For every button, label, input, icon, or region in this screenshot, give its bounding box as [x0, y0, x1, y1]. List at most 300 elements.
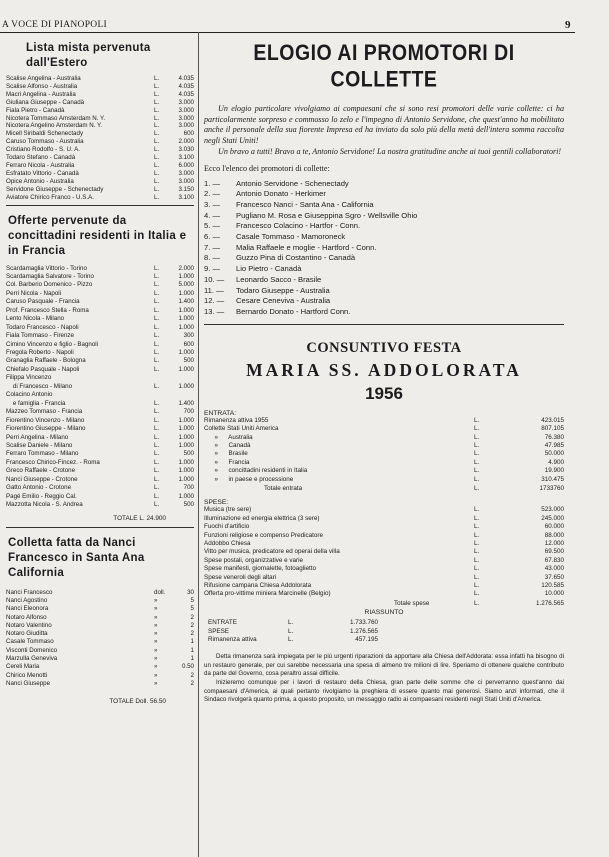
ledger-label: » in paese e processione: [204, 475, 294, 483]
ledger-row: [208, 619, 378, 627]
donor-currency: L.: [154, 114, 160, 122]
donor-currency: L.: [154, 315, 160, 323]
donor-currency: L.: [154, 281, 160, 289]
donor-name: Filippa Vincenzo: [6, 374, 52, 382]
consuntivo-title: CONSUNTIVO FESTA: [306, 339, 462, 356]
donor-row: [6, 162, 194, 170]
ledger-currency: L.: [474, 425, 480, 433]
donor-row: [6, 476, 194, 484]
ledger-currency: L.: [474, 573, 480, 581]
ledger-amount: 12.000: [544, 539, 564, 547]
donor-currency: »: [154, 613, 158, 621]
donor-amount: 1.000: [178, 382, 194, 390]
ledger-amount: 245.000: [541, 514, 564, 522]
donor-currency: L.: [154, 365, 160, 373]
donor-name: Fregola Roberto - Napoli: [6, 349, 74, 357]
donor-amount: [170, 374, 194, 382]
ledger-currency: L.: [474, 416, 480, 424]
promoter-item: [204, 189, 564, 200]
promoter-item: [204, 211, 564, 222]
donor-amount: 3.100: [178, 193, 194, 201]
donor-amount: 1.400: [178, 298, 194, 306]
promoter-item: [204, 253, 564, 264]
donor-row: [6, 315, 194, 323]
donor-row: [6, 366, 194, 374]
donor-name: di Francesco - Milano: [6, 382, 73, 390]
donor-currency: L.: [154, 90, 160, 98]
donor-amount: 4.035: [178, 82, 194, 90]
promoter-name: Casale Tommaso - Mamoroneck: [236, 232, 346, 242]
donor-name: Fiorentino Giuseppe - Milano: [6, 425, 86, 433]
donor-currency: L.: [154, 146, 160, 154]
ledger-row: [204, 540, 564, 548]
donor-row: [6, 408, 194, 416]
year-title: 1956: [365, 383, 403, 403]
donor-currency: »: [154, 621, 158, 629]
donor-name: Marzulla Geneviva: [6, 655, 58, 663]
donor-row: [6, 138, 194, 146]
donor-amount: 4.035: [178, 75, 194, 82]
donor-amount: 500: [183, 501, 194, 509]
donor-name: Scalise Alfonso - Australia: [6, 82, 78, 90]
donor-amount: 1: [190, 655, 194, 663]
donor-amount: 3.000: [178, 169, 194, 177]
ledger-label: » Francia: [204, 458, 250, 466]
ledger-amount: 457.195: [355, 636, 378, 644]
ledger-amount: 10.000: [544, 590, 564, 598]
donor-amount: 1.000: [178, 442, 194, 450]
donor-amount: 1.000: [178, 306, 194, 314]
donor-name: Notaro Alfonso: [6, 613, 47, 621]
donor-amount: 1.000: [178, 492, 194, 500]
ledger-row: [204, 515, 564, 523]
donor-amount: 600: [183, 130, 194, 138]
promoter-name: Malia Raffaele e moglie - Hartford - Conn.: [236, 242, 377, 252]
donor-row: [6, 605, 194, 613]
donor-currency: L.: [154, 357, 160, 365]
ledger-label: Fuochi d'artificio: [204, 523, 250, 531]
ledger-amount: 76.380: [544, 433, 564, 441]
promoter-name: Francesco Nanci - Santa Ana - California: [236, 199, 374, 209]
riassunto-label: RIASSUNTO: [364, 609, 404, 617]
donor-name: Notaro Valentino: [6, 621, 52, 629]
donor-currency: L.: [154, 138, 160, 146]
entrata-label: ENTRATA:: [204, 409, 237, 417]
promoter-name: Pugliano M. Rosa e Giuseppina Sgro - Wellsville Ohio: [236, 210, 418, 220]
ledger-row: [204, 459, 564, 467]
donor-currency: L.: [154, 382, 160, 390]
donor-currency: [154, 391, 170, 399]
ledger-amount: 1.276.565: [349, 627, 378, 635]
donor-name: Nanci Francesco: [6, 588, 53, 596]
promoter-number: 5. —: [204, 221, 221, 231]
donor-amount: 3.000: [178, 114, 194, 122]
ledger-label: Offerta pro-vittime miniera Marcinelle (Belgio): [204, 590, 331, 598]
nanci-total: TOTALE Doll. 56.50: [109, 698, 166, 706]
donor-currency: L.: [154, 75, 160, 82]
promoter-number: 13. —: [204, 307, 225, 316]
ledger-label: SPESE: [208, 627, 229, 635]
ledger-label: Rimanenza attiva: [208, 636, 257, 644]
promoter-number: 9. —: [204, 264, 221, 274]
ledger-row: [204, 442, 564, 450]
donor-row: [6, 391, 194, 399]
donor-row: [6, 194, 194, 202]
ledger-currency: L.: [474, 441, 480, 449]
donor-name: Scalise Angelina - Australia: [6, 75, 81, 82]
ledger-amount: 807.105: [541, 425, 564, 433]
ledger-label: Vitto per musica, predicatore ed operai della villa: [204, 548, 340, 556]
donor-currency: L.: [154, 161, 160, 169]
donor-name: Nanci Eleonora: [6, 605, 49, 613]
donor-amount: 6.000: [178, 161, 194, 169]
promoter-number: 4. —: [204, 210, 221, 220]
donor-currency: »: [154, 679, 158, 687]
donor-row: [6, 332, 194, 340]
donor-name: Caruso Tommaso - Australia: [6, 138, 84, 146]
promoter-item: [204, 200, 564, 211]
promoter-number: 11. —: [204, 285, 224, 295]
donor-row: [6, 383, 194, 391]
ledger-currency: L.: [474, 539, 480, 547]
promoter-number: 8. —: [204, 253, 221, 263]
donor-amount: 1.000: [178, 323, 194, 331]
ledger-currency: L.: [474, 590, 480, 598]
donor-amount: 1.000: [178, 272, 194, 280]
donor-row: [6, 400, 194, 408]
donor-currency: L.: [154, 185, 160, 193]
donor-currency: L.: [154, 264, 160, 272]
promoter-number: 3. —: [204, 199, 221, 209]
donor-row: [6, 273, 194, 281]
ledger-amount: 47.985: [544, 441, 564, 449]
donor-name: Perri Angelina - Milano: [6, 433, 69, 441]
donor-row: [6, 374, 194, 382]
ledger-currency: L.: [288, 627, 294, 635]
nanci-list: [6, 589, 194, 689]
donor-name: Aviatore Chirico Franco - U.S.A.: [6, 193, 94, 201]
donor-name: Mazzeo Tommaso - Francia: [6, 408, 83, 416]
donor-name: Nanci Giuseppe - Crotone: [6, 475, 78, 483]
donor-row: [6, 298, 194, 306]
newspaper-header: A VOCE DI PIANOPOLI: [2, 20, 108, 30]
donor-amount: 1.000: [178, 475, 194, 483]
donor-amount: 5.000: [178, 281, 194, 289]
donor-row: [6, 647, 194, 655]
donor-amount: 2.000: [178, 138, 194, 146]
donor-amount: 300: [183, 332, 194, 340]
donor-row: [6, 672, 194, 680]
donor-row: [6, 115, 194, 123]
donor-name: Granaglia Raffaele - Bologna: [6, 357, 86, 365]
ledger-row: [204, 574, 564, 582]
donor-amount: 5: [190, 605, 194, 613]
donor-currency: »: [154, 663, 158, 671]
feast-title: MARIA SS. ADDOLORATA: [246, 359, 522, 380]
donor-name: Lento Nicola - Milano: [6, 315, 65, 323]
ledger-row: [204, 582, 564, 590]
donor-amount: 3.150: [178, 185, 194, 193]
promoter-item: [204, 296, 564, 307]
donor-amount: 1.400: [178, 399, 194, 407]
donor-name: Cimino Vincenzo e figlio - Bagnoli: [6, 340, 99, 348]
donor-currency: L.: [154, 154, 160, 162]
donor-name: Gatto Antonio - Crotone: [6, 484, 72, 492]
promoter-name: Bernardo Donato - Hartford Conn.: [236, 307, 351, 316]
estero-title: Lista mista pervenuta dall'Estero: [26, 42, 151, 69]
ledger-label: » Canadà: [204, 441, 251, 449]
spese-list: [204, 506, 564, 598]
ledger-label: Spese manifesti, giornalette, fotoaglietto: [204, 565, 317, 573]
spese-label: SPESE:: [204, 499, 229, 507]
donor-name: Servidone Giuseppe - Schenectady: [6, 185, 104, 193]
donor-currency: L.: [154, 501, 160, 509]
riassunto-list: [208, 619, 378, 644]
donor-name: Nicotera Tommaso Amsterdam N. Y.: [6, 114, 106, 122]
donor-row: [6, 655, 194, 663]
donor-row: [6, 178, 194, 186]
donor-row: [6, 146, 194, 154]
ledger-amount: 1.733.760: [349, 619, 378, 627]
donor-row: [6, 425, 194, 433]
ledger-amount: 88.000: [544, 531, 564, 539]
donor-amount: 1.000: [178, 425, 194, 433]
donor-row: [6, 501, 194, 509]
donor-row: [6, 307, 194, 315]
ledger-label: Collette Stati Uniti America: [204, 425, 279, 433]
donor-row: [6, 622, 194, 630]
donor-amount: 2: [190, 671, 194, 679]
promoter-number: 10. —: [204, 274, 225, 284]
donor-amount: 500: [183, 450, 194, 458]
promoter-item: [204, 243, 564, 254]
donor-row: [6, 99, 194, 107]
donor-amount: 1.000: [178, 433, 194, 441]
consuntivo-paragraph-2: Inizieremo comunque per i lavori di restauro della Chiesa, gran parte delle somme che ci perverranno quest'anno dai compaesani d'America, ai quali pertanto rivolgiamo la preghiera di essere quanto mai generosi. Siamo anzi informati, che il Sindaco rivolgerà quanto prima, a questo proposito, un messaggio radio ai compaesani residenti negli Stati Uniti d'America.: [204, 679, 564, 703]
donor-row: [6, 265, 194, 273]
ledger-currency: L.: [474, 433, 480, 441]
italia-total: TOTALE L. 24.900: [113, 514, 166, 522]
donor-amount: 3.030: [178, 146, 194, 154]
donor-amount: 4.035: [178, 90, 194, 98]
donor-row: [6, 170, 194, 178]
donor-currency: doll.: [154, 588, 166, 596]
ledger-amount: 120.585: [541, 582, 564, 590]
donor-amount: 3.000: [178, 122, 194, 130]
donor-name: Giuliana Giuseppe - Canadà: [6, 98, 85, 106]
ledger-amount: 60.000: [544, 523, 564, 531]
donor-currency: L.: [154, 425, 160, 433]
donor-name: Colacino Antonio: [6, 391, 53, 399]
donor-row: [6, 130, 194, 138]
donor-row: [6, 638, 194, 646]
donor-name: Nanci Giuseppe: [6, 679, 51, 687]
donor-name: Perri Nicola - Napoli: [6, 289, 62, 297]
ledger-amount: 37.650: [544, 573, 564, 581]
promoter-name: Guzzo Pina di Costantino - Canadà: [236, 253, 356, 263]
donor-row: [6, 357, 194, 365]
donor-name: Francesco Chirico-Fincez. - Roma: [6, 458, 100, 466]
donor-name: Ferraro Tommaso - Milano: [6, 450, 79, 458]
donor-amount: 2: [190, 630, 194, 638]
donor-currency: L.: [154, 450, 160, 458]
donor-currency: L.: [154, 340, 160, 348]
donor-row: [6, 75, 194, 83]
ledger-amount: 4.900: [548, 458, 564, 466]
donor-row: [6, 417, 194, 425]
donor-currency: L.: [154, 306, 160, 314]
entrata-list: [204, 417, 564, 484]
donor-row: [6, 434, 194, 442]
donor-row: [6, 597, 194, 605]
donor-row: [6, 493, 194, 501]
ledger-row: [204, 417, 564, 425]
ledger-row: [204, 532, 564, 540]
donor-name: Ferraro Nicola - Australia: [6, 161, 75, 169]
donor-currency: L.: [154, 122, 160, 130]
promoter-name: Antonio Servidone - Schenectady: [236, 178, 349, 188]
donor-currency: L.: [154, 408, 160, 416]
donor-row: [6, 442, 194, 450]
donor-amount: 1.000: [178, 416, 194, 424]
donor-name: Scalise Daniele - Milano: [6, 442, 73, 450]
ledger-amount: 69.500: [544, 548, 564, 556]
ledger-row: [204, 557, 564, 565]
ledger-currency: L.: [474, 556, 480, 564]
ledger-currency: L.: [474, 548, 480, 556]
ledger-label: Spese postali, organizzative e varie: [204, 556, 304, 564]
promoter-item: [204, 307, 564, 318]
ledger-row: [204, 523, 564, 531]
donor-row: [6, 290, 194, 298]
donor-row: [6, 186, 194, 194]
promotori-intro: Ecco l'elenco dei promotori di collette:: [204, 163, 330, 173]
italia-title: Offerte pervenute da concittadini residenti in Italia e in Francia: [8, 214, 187, 257]
promoter-number: 2. —: [204, 189, 221, 199]
left-column: [6, 36, 194, 705]
donor-name: Nicotera Angelino Amsterdam N. Y.: [6, 122, 103, 130]
promoter-name: Francesco Colacino - Hartfor - Conn.: [236, 221, 361, 231]
donor-currency: »: [154, 646, 158, 654]
ledger-label: Illuminazione ed energia elettrica (3 sere): [204, 514, 320, 522]
nanci-title: Colletta fatta da Nanci Francesco in Santa Ana California: [8, 536, 145, 579]
ledger-row: [204, 450, 564, 458]
ledger-currency: L.: [474, 523, 480, 531]
donor-row: [6, 83, 194, 91]
ledger-amount: 67.830: [544, 556, 564, 564]
ledger-currency: L.: [474, 450, 480, 458]
ledger-currency: L.: [474, 467, 480, 475]
donor-name: Scardamaglia Salvatore - Torino: [6, 272, 94, 280]
donor-currency: L.: [154, 475, 160, 483]
donor-amount: 2: [190, 679, 194, 687]
promoter-number: 7. —: [204, 242, 221, 252]
donor-row: [6, 341, 194, 349]
ledger-currency: L.: [288, 619, 294, 627]
donor-name: Fiala Pietro - Canadà: [6, 106, 65, 114]
donor-amount: 3.000: [178, 106, 194, 114]
donor-row: [6, 459, 194, 467]
ledger-label: » Australia: [204, 433, 253, 441]
donor-row: [6, 450, 194, 458]
donor-name: Chirico Menotti: [6, 671, 48, 679]
donor-amount: 3.000: [178, 177, 194, 185]
ledger-currency: L.: [288, 636, 294, 644]
ledger-amount: 423.015: [541, 416, 564, 424]
donor-name: Pagé Emilio - Reggio Cal.: [6, 492, 77, 500]
ledger-currency: L.: [474, 582, 480, 590]
donor-currency: »: [154, 638, 158, 646]
ledger-amount: 43.000: [544, 565, 564, 573]
donor-row: [6, 589, 194, 597]
donor-currency: L.: [154, 193, 160, 201]
promoter-item: [204, 275, 564, 286]
donor-name: Notaro Giuditta: [6, 630, 48, 638]
ledger-amount: 310.475: [541, 475, 564, 483]
ledger-row: [204, 590, 564, 598]
ledger-currency: L.: [474, 514, 480, 522]
donor-name: Cristiano Rodolfo - S. U. A.: [6, 146, 80, 154]
donor-amount: 2: [190, 621, 194, 629]
donor-name: Nanci Agostino: [6, 596, 48, 604]
donor-row: [6, 91, 194, 99]
section-divider: [6, 205, 194, 206]
ledger-amount: 50.000: [544, 450, 564, 458]
promoter-name: Leonardo Sacco - Brasile: [236, 274, 322, 284]
elogio-paragraph-2: Un bravo a tutti! Bravo a te, Antonio Servidone! La nostra gratitudine anche ai tuoi gentili collaboratori!: [218, 147, 562, 157]
donor-currency: »: [154, 596, 158, 604]
ledger-row: [204, 506, 564, 514]
donor-row: [6, 614, 194, 622]
donor-name: Chiefalo Pasquale - Napoli: [6, 365, 80, 373]
donor-currency: L.: [154, 98, 160, 106]
donor-amount: 1.000: [178, 365, 194, 373]
ledger-label: Rifusione campana Chiesa Addolorata: [204, 582, 312, 590]
donor-name: Micell Siribaldi Schenectady: [6, 130, 84, 138]
donor-amount: 1.000: [178, 458, 194, 466]
donor-name: Fiorentino Vincenzo - Milano: [6, 416, 85, 424]
elogio-title: ELOGIO AI PROMOTORI DI COLLETTE: [253, 40, 515, 93]
donor-amount: 5: [190, 596, 194, 604]
donor-currency: L.: [154, 177, 160, 185]
donor-currency: L.: [154, 169, 160, 177]
promoter-item: [204, 232, 564, 243]
donor-amount: 3.100: [178, 154, 194, 162]
donor-currency: L.: [154, 458, 160, 466]
header-rule: [0, 32, 575, 33]
promoter-name: Todaro Giuseppe - Australia: [236, 285, 330, 295]
elogio-paragraph-1: Un elogio particolare vivolgiamo ai compaesani che si sono resi promotori delle varie collette: ci ha particolarmente sorpreso e commosso lo zelo e l'impegno di Antonio Servidone, che quest'anno ha mobilitato anche il personale della sua fiorente Impresa ed ha inviato da solo più della metà dell'intera somma raccolta negli Stati Uniti!: [204, 104, 564, 145]
column-divider: [198, 32, 199, 857]
donor-currency: »: [154, 671, 158, 679]
donor-row: [6, 349, 194, 357]
promoter-item: [204, 179, 564, 190]
ledger-currency: L.: [474, 506, 480, 514]
promotori-list: [204, 179, 564, 318]
donor-name: Mazzotta Nicola - S. Andrea: [6, 501, 83, 509]
donor-name: Col. Barberio Domenico - Pizzo: [6, 281, 93, 289]
donor-amount: 700: [183, 408, 194, 416]
donor-name: Esfratato Vittorio - Canadà: [6, 169, 79, 177]
donor-currency: L.: [154, 399, 160, 407]
donor-amount: 0.50: [181, 663, 194, 671]
donor-row: [6, 663, 194, 671]
donor-currency: L.: [154, 323, 160, 331]
donor-currency: L.: [154, 298, 160, 306]
donor-row: [6, 154, 194, 162]
donor-currency: L.: [154, 289, 160, 297]
donor-row: [6, 107, 194, 115]
